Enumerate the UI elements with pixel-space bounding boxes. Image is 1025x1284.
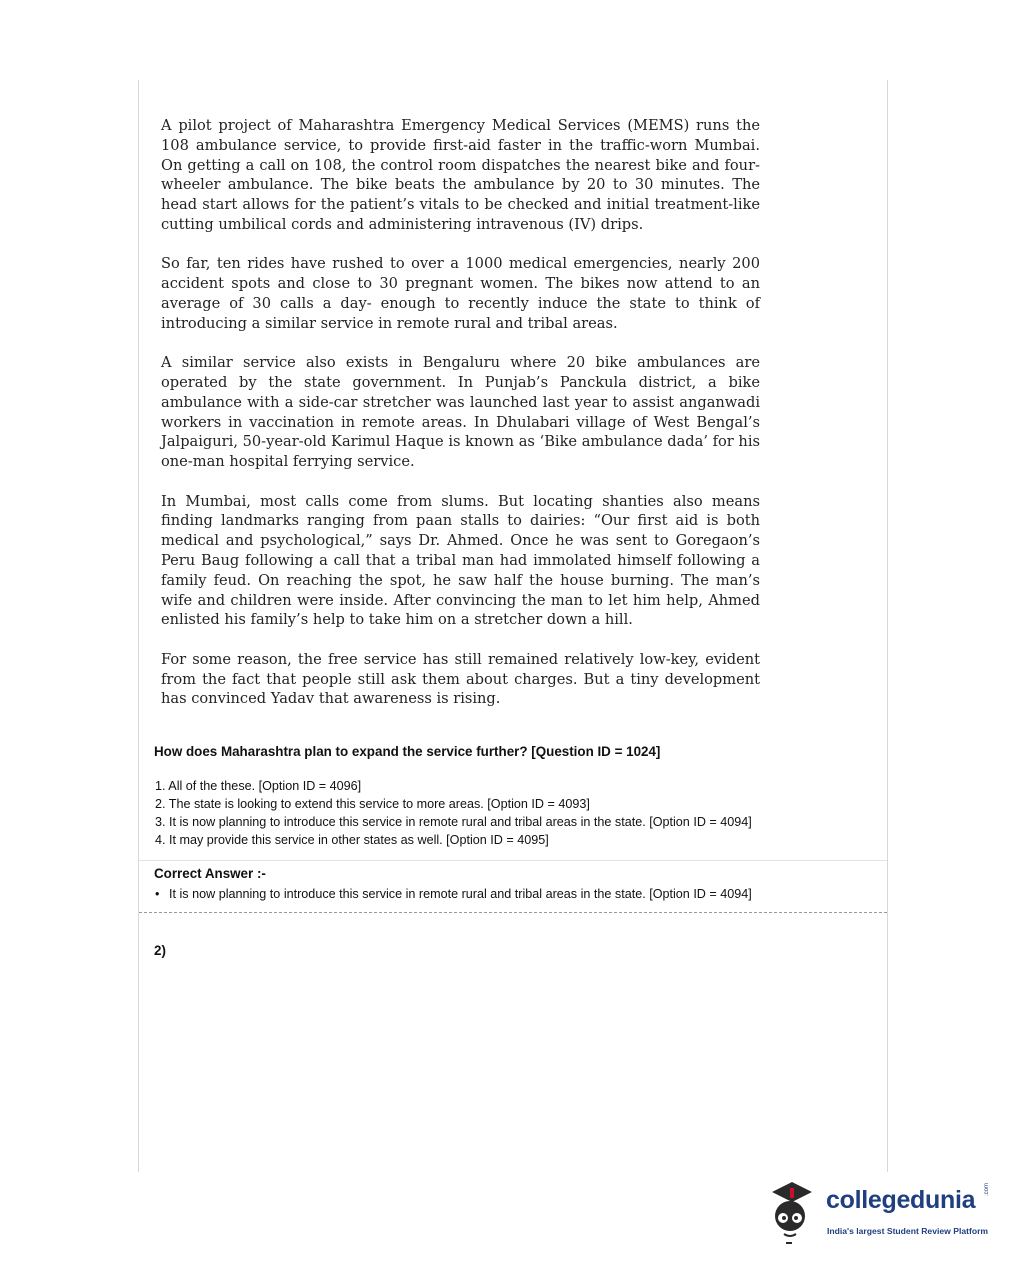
correct-answer-text: It is now planning to introduce this service in remote rural and tribal areas in the state. [Option ID = 4094]: [169, 887, 752, 901]
passage-paragraph: A pilot project of Maharashtra Emergency Medical Services (MEMS) runs the 108 ambulance service, to provide first-aid faster in the traffic-worn Mumbai. On getting a call on 108, the control room dispatches the nearest bike and four-wheeler ambulance. The bike beats the ambulance by 20 to 30 minutes. The head start allows for the patient’s vitals to be checked and initial treatment-like cutting umbilical cords and administering intravenous (IV) drips.: [161, 117, 760, 233]
reading-passage: [161, 116, 760, 729]
option-item: 3. It is now planning to introduce this service in remote rural and tribal areas in the state. [Option ID = 4094]: [155, 815, 752, 829]
correct-answer-line: [155, 887, 752, 901]
collegedunia-logo: [766, 1176, 996, 1248]
bullet-icon: •: [155, 887, 160, 901]
question-text: How does Maharashtra plan to expand the service further? [Question ID = 1024]: [154, 744, 661, 759]
divider: [139, 860, 887, 861]
logo-com: .com: [984, 1182, 990, 1196]
logo-tagline: India's largest Student Review Platform: [827, 1226, 989, 1236]
options-list: [155, 777, 752, 849]
passage-paragraph: For some reason, the free service has still remained relatively low-key, evident from the fact that people still ask them about charges. But a tiny development has convinced Yadav that awareness is rising.: [161, 650, 760, 708]
mascot-icon: [766, 1176, 826, 1248]
correct-answer-heading: Correct Answer :-: [154, 866, 266, 881]
passage-paragraph: In Mumbai, most calls come from slums. But locating shanties also means finding landmarks ranging from paan stalls to dairies: “Our first aid is both medical and psychological,” says Dr. Ahmed. Once he was sent to Goregaon’s Peru Baug following a call that a tribal man had immolated himself following a family feud. On reaching the spot, he saw half the house burning. The man’s wife and children were inside. After convincing the man to let him help, Ahmed enlisted his family’s help to take him on a stretcher down a hill.: [161, 492, 760, 629]
passage-paragraph: So far, ten rides have rushed to over a 1000 medical emergencies, nearly 200 accident spots and close to 30 pregnant women. The bikes now attend to an average of 30 calls a day- enough to recently induce the state to think of introducing a similar service in remote rural and tribal areas.: [161, 255, 760, 332]
logo-wordmark: collegedunia: [826, 1186, 976, 1214]
passage-paragraph: A similar service also exists in Bengaluru where 20 bike ambulances are operated by the state government. In Punjab’s Panckula district, a bike ambulance with a side-car stretcher was launched last year to assist anganwadi workers in vaccination in remote areas. In Dhulabari village of West Bengal’s Jalpaiguri, 50-year-old Karimul Haque is known as ‘Bike ambulance dada’ for his one-man hospital ferrying service.: [161, 354, 760, 471]
dashed-divider: [139, 912, 887, 913]
option-item: 4. It may provide this service in other states as well. [Option ID = 4095]: [155, 833, 549, 847]
option-item: 2. The state is looking to extend this service to more areas. [Option ID = 4093]: [155, 797, 590, 811]
option-item: 1. All of the these. [Option ID = 4096]: [155, 779, 362, 793]
next-question-number: 2): [154, 943, 166, 958]
